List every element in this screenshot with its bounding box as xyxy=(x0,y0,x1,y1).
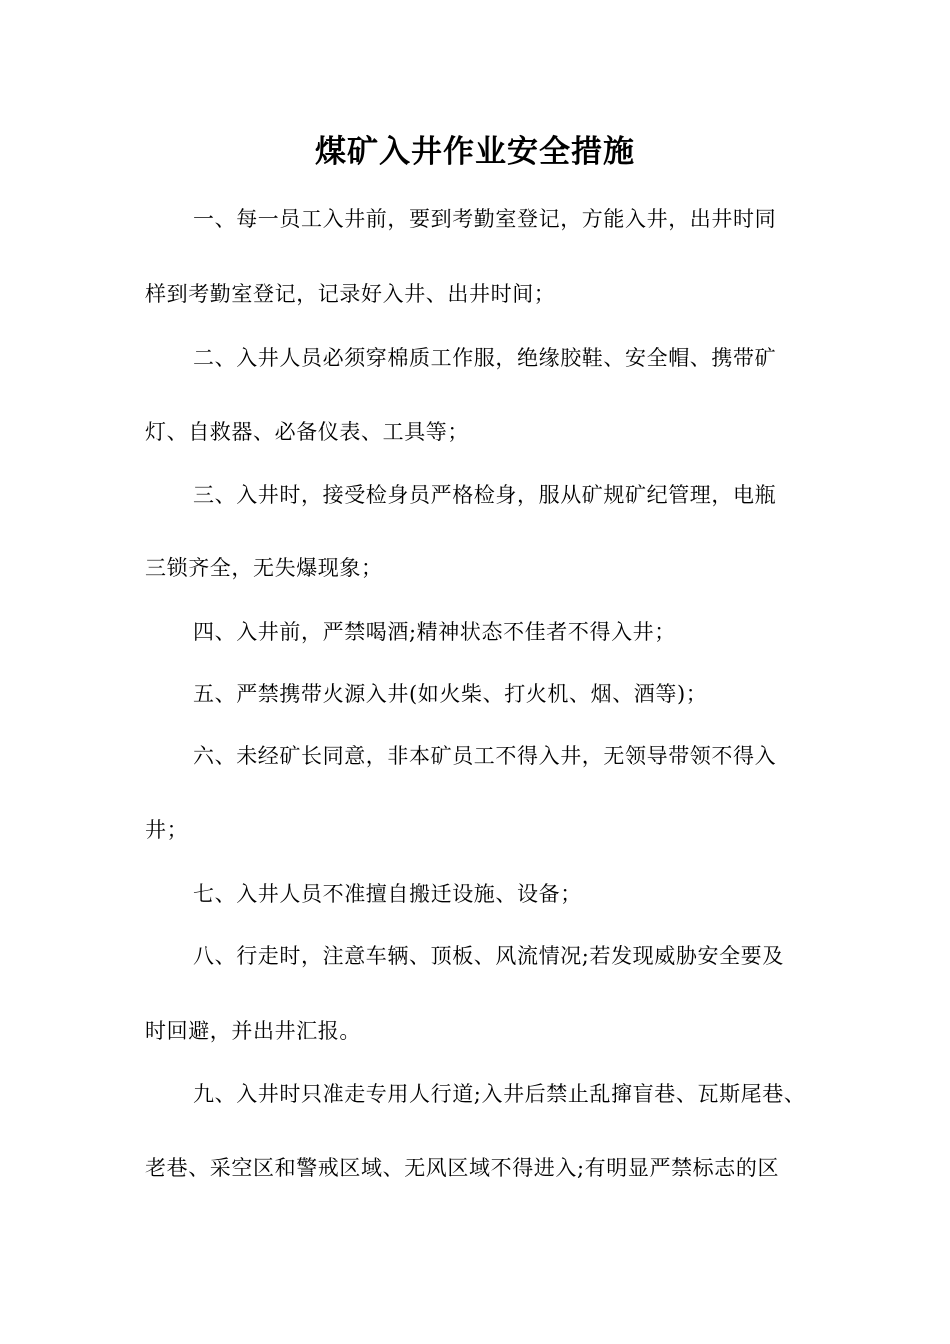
paragraph-4-line-1: 四、入井前，严禁喝酒;精神状态不佳者不得入井； xyxy=(193,620,676,644)
paragraph-6-line-1: 六、未经矿长同意，非本矿员工不得入井，无领导带领不得入 xyxy=(193,744,777,768)
paragraph-8-line-2: 时回避，并出井汇报。 xyxy=(145,1019,361,1043)
paragraph-9-line-2: 老巷、采空区和警戒区域、无风区域不得进入;有明显严禁标志的区 xyxy=(145,1156,780,1180)
paragraph-1-line-2: 样到考勤室登记，记录好入井、出井时间； xyxy=(145,282,556,306)
paragraph-2-line-1: 二、入井人员必须穿棉质工作服，绝缘胶鞋、安全帽、携带矿 xyxy=(193,346,777,370)
paragraph-9-line-1: 九、入井时只准走专用人行道;入井后禁止乱撺盲巷、瓦斯尾巷、 xyxy=(193,1082,806,1106)
paragraph-7-line-1: 七、入井人员不准擅自搬迁设施、设备； xyxy=(193,882,582,906)
paragraph-1-line-1: 一、每一员工入井前，要到考勤室登记，方能入井，出井时同 xyxy=(193,207,777,231)
paragraph-8-line-1: 八、行走时，注意车辆、顶板、风流情况;若发现威胁安全要及 xyxy=(193,944,784,968)
paragraph-5-line-1: 五、严禁携带火源入井(如火柴、打火机、烟、酒等)； xyxy=(193,682,708,706)
paragraph-6-line-2: 井； xyxy=(145,818,189,842)
paragraph-3-line-2: 三锁齐全，无失爆现象； xyxy=(145,556,383,580)
paragraph-3-line-1: 三、入井时，接受检身员严格检身，服从矿规矿纪管理，电瓶 xyxy=(193,483,777,507)
document-title: 煤矿入井作业安全措施 xyxy=(315,134,635,170)
paragraph-2-line-2: 灯、自救器、必备仪表、工具等； xyxy=(145,420,469,444)
